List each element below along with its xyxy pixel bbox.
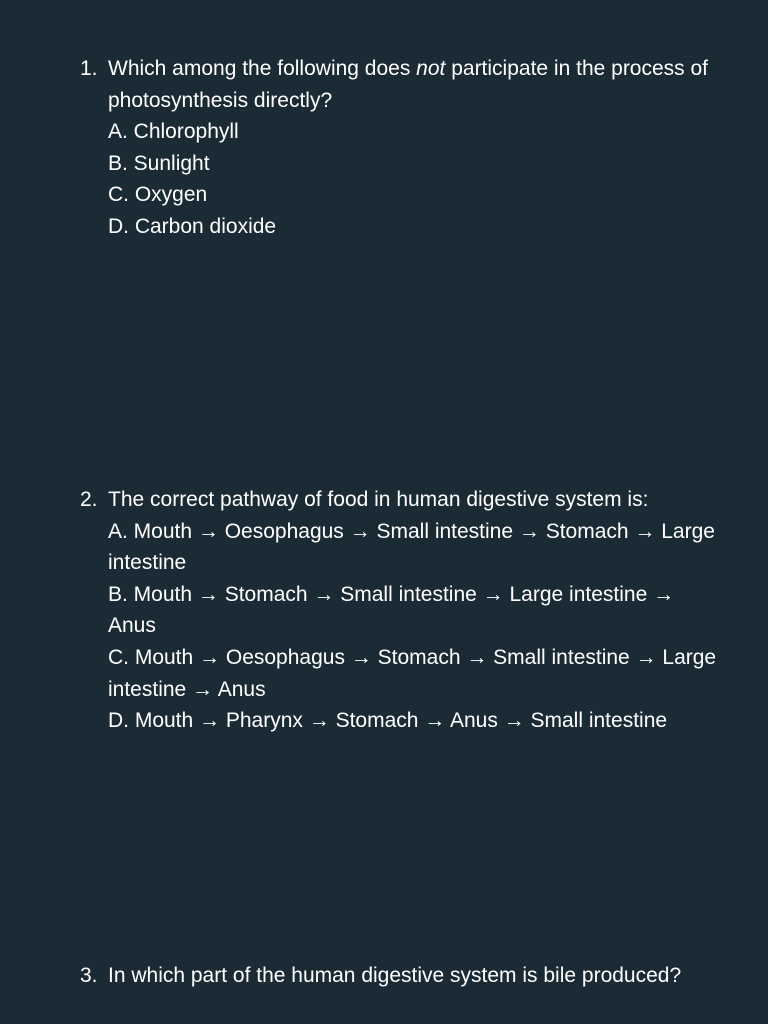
question-1 — [80, 53, 720, 243]
question-number: 2. — [80, 488, 98, 511]
option-c: C. Oxygen — [108, 183, 208, 207]
option-a: A. Chlorophyll — [108, 120, 239, 144]
question-stem — [108, 53, 720, 116]
question-body — [108, 960, 720, 992]
option-d: D. Carbon dioxide — [108, 214, 277, 238]
stem-text-after: participate in the process of photosynthesis directly? — [108, 57, 709, 112]
question-stem: The correct pathway of food in human digestive system is: — [108, 488, 649, 511]
option-b: B. Mouth → Stomach → Small intestine → Large intestine → Anus — [108, 582, 675, 638]
question-2 — [80, 484, 720, 737]
question-number: 1. — [80, 57, 98, 80]
question-body — [108, 484, 720, 737]
option-d: D. Mouth → Pharynx → Stomach → Anus → Small intestine — [108, 709, 668, 733]
option-c: C. Mouth → Oesophagus → Stomach → Small intestine → Large intestine → Anus — [108, 645, 717, 701]
question-number: 3. — [80, 964, 98, 987]
option-a: A. Mouth → Oesophagus → Small intestine → Stomach → Large intestine — [108, 519, 715, 575]
question-3 — [80, 960, 720, 992]
stem-emphasis: not — [416, 57, 446, 80]
question-stem: In which part of the human digestive system is bile produced? — [108, 964, 682, 987]
question-body — [108, 53, 720, 243]
stem-text-before: Which among the following does — [108, 57, 417, 80]
option-b: B. Sunlight — [108, 151, 210, 175]
